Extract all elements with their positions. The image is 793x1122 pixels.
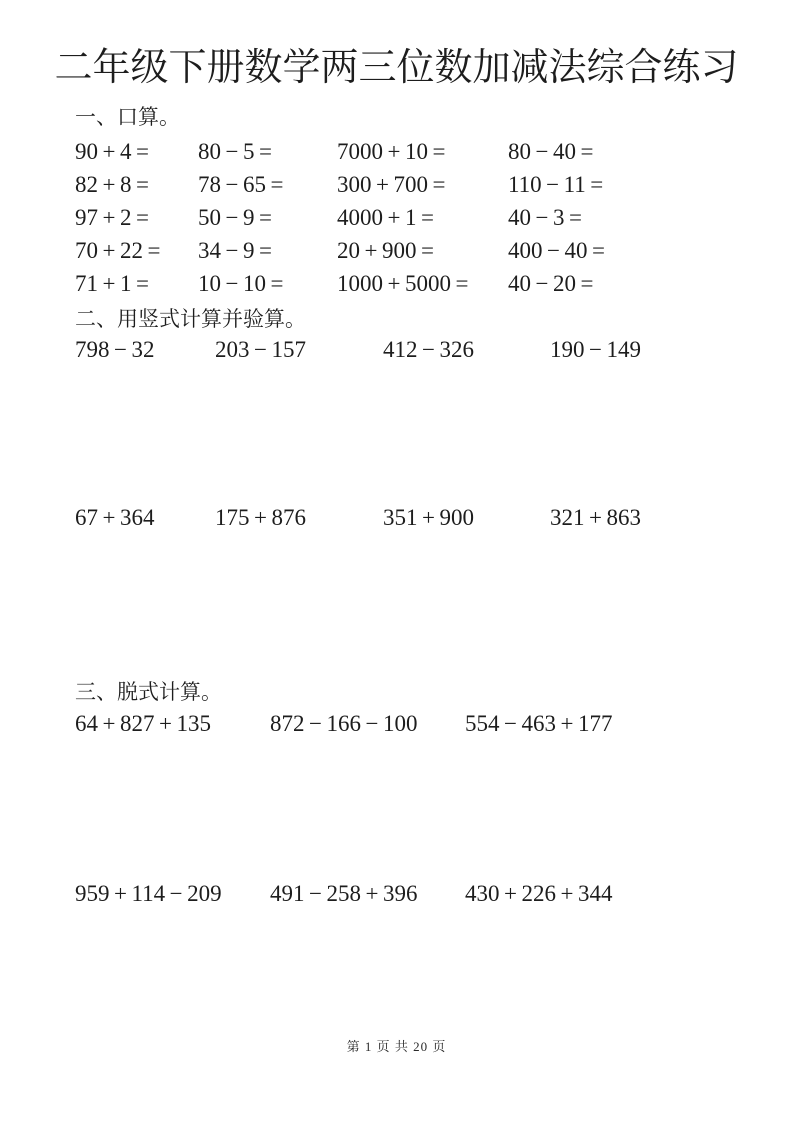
math-problem: 34 − 9 = [198,238,272,263]
section-heading-steps: 三、脱式计算。 [75,680,222,704]
steps-row [0,880,793,910]
page-title: 二年级下册数学两三位数加减法综合练习 [54,47,739,89]
math-problem: 78 − 65 = [198,172,284,197]
math-problem: 321 + 863 [550,505,641,530]
math-problem: 82 + 8 = [75,172,149,197]
math-problem: 67 + 364 [75,505,155,530]
math-problem: 400 − 40 = [508,238,605,263]
math-problem: 40 − 20 = [508,271,594,296]
math-problem: 959 + 114 − 209 [75,881,222,906]
math-problem: 300 + 700 = [337,172,446,197]
math-problem: 90 + 4 = [75,139,149,164]
section-heading-vertical: 二、用竖式计算并验算。 [75,307,306,331]
math-problem: 80 − 5 = [198,139,272,164]
math-problem: 203 − 157 [215,337,306,362]
oral-row [0,270,793,300]
math-problem: 4000 + 1 = [337,205,434,230]
oral-row [0,204,793,234]
math-problem: 80 − 40 = [508,139,594,164]
math-problem: 40 − 3 = [508,205,582,230]
oral-row [0,138,793,168]
math-problem: 20 + 900 = [337,238,434,263]
math-problem: 491 − 258 + 396 [270,881,418,906]
math-problem: 64 + 827 + 135 [75,711,211,736]
math-problem: 412 − 326 [383,337,474,362]
oral-row [0,171,793,201]
section-heading-oral: 一、口算。 [75,105,180,129]
page-footer: 第 1 页 共 20 页 [346,1039,447,1054]
math-problem: 872 − 166 − 100 [270,711,418,736]
math-problem: 70 + 22 = [75,238,161,263]
math-problem: 97 + 2 = [75,205,149,230]
math-problem: 50 − 9 = [198,205,272,230]
math-problem: 10 − 10 = [198,271,284,296]
vertical-row [0,504,793,534]
math-problem: 71 + 1 = [75,271,149,296]
math-problem: 1000 + 5000 = [337,271,469,296]
math-problem: 798 − 32 [75,337,155,362]
vertical-row [0,336,793,366]
math-problem: 190 − 149 [550,337,641,362]
math-problem: 110 − 11 = [508,172,604,197]
math-problem: 7000 + 10 = [337,139,446,164]
math-problem: 554 − 463 + 177 [465,711,613,736]
math-problem: 351 + 900 [383,505,474,530]
math-problem: 175 + 876 [215,505,306,530]
oral-row [0,237,793,267]
math-problem: 430 + 226 + 344 [465,881,613,906]
steps-row [0,710,793,740]
